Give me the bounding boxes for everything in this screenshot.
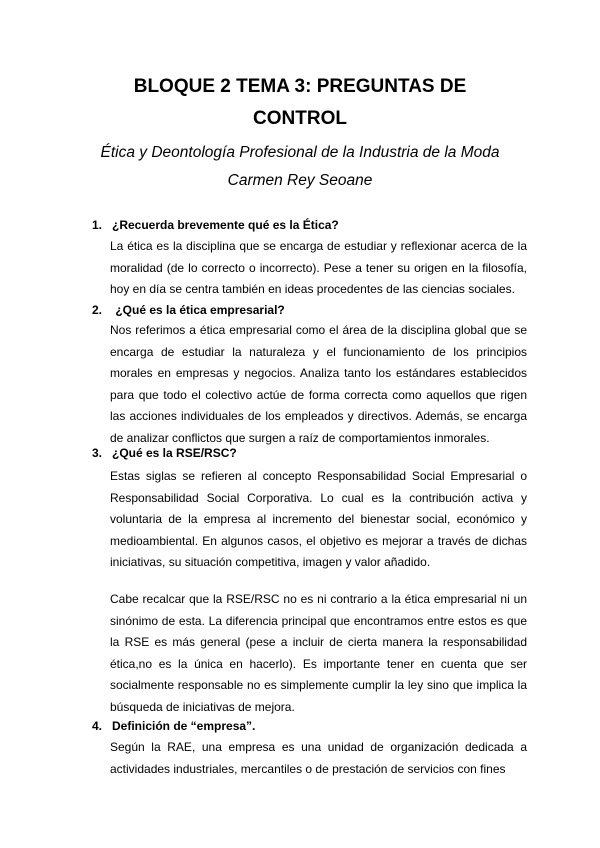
answer-3-paragraph-1: Estas siglas se refieren al concepto Responsabilidad Social Empresarial o Responsabilidad Social Corporativa. Lo cual es la contribución activa y voluntaria de la empresa al incremento del bienestar social, económico y medioambiental. En algunos casos, el objetivo es mejorar a través de dichas iniciativas, su situación competitiva, imagen y valor añadido. (110, 469, 527, 570)
question-2-text: ¿Qué es la ética empresarial? (112, 303, 285, 317)
question-1-text: ¿Recuerda brevemente qué es la Ética? (112, 218, 339, 232)
document-title-line-1: BLOQUE 2 TEMA 3: PREGUNTAS DE (133, 76, 467, 97)
answer-4-paragraph: Según la RAE, una empresa es una unidad de organización dedicada a actividades industriales, mercantiles o de prestación de servicios con fines (110, 740, 527, 776)
document-title-line-2: CONTROL (253, 108, 347, 129)
question-4-number: 4. (92, 719, 103, 733)
question-1-number: 1. (92, 218, 103, 232)
question-1-heading (92, 217, 339, 233)
question-2-number: 2. (92, 303, 103, 317)
document-author: Carmen Rey Seoane (227, 172, 373, 189)
answer-3-paragraph-2: Cabe recalcar que la RSE/RSC no es ni contrario a la ética empresarial ni un sinónimo de esta. La diferencia principal que encontramos entre estos es que la RSE es más general (pese a incluir de cierta manera la responsabilidad ética,no es la única en hacerlo). Es importante tener en cuenta que ser socialmente responsable no es simplemente cumplir la ley sino que implica la búsqueda de iniciativas de mejora. (110, 592, 527, 714)
document-subtitle: Ética y Deontología Profesional de la Industria de la Moda (100, 144, 500, 161)
answer-1-paragraph: La ética es la disciplina que se encarga de estudiar y reflexionar acerca de la moralidad (de lo correcto o incorrecto). Pese a tener su origen en la filosofía, hoy en día se centra también en ideas procedentes de las ciencias sociales. (110, 239, 527, 297)
question-3-number: 3. (92, 446, 103, 460)
question-2-heading (92, 302, 285, 318)
question-3-text: ¿Qué es la RSE/RSC? (112, 446, 237, 460)
question-3-heading (92, 445, 237, 461)
question-4-text: Definición de “empresa”. (112, 719, 256, 733)
question-4-heading (92, 718, 255, 734)
answer-2-paragraph: Nos referimos a ética empresarial como el área de la disciplina global que se encarga de estudiar la naturaleza y el funcionamiento de los principios morales en empresas y negocios. Analiza tanto los estándares establecidos para que todo el colectivo actúe de forma correcta como aquellos que rigen las acciones individuales de los empleados y directivos. Además, se encarga de analizar conflictos que surgen a raíz de comportamientos inmorales. (110, 323, 527, 445)
